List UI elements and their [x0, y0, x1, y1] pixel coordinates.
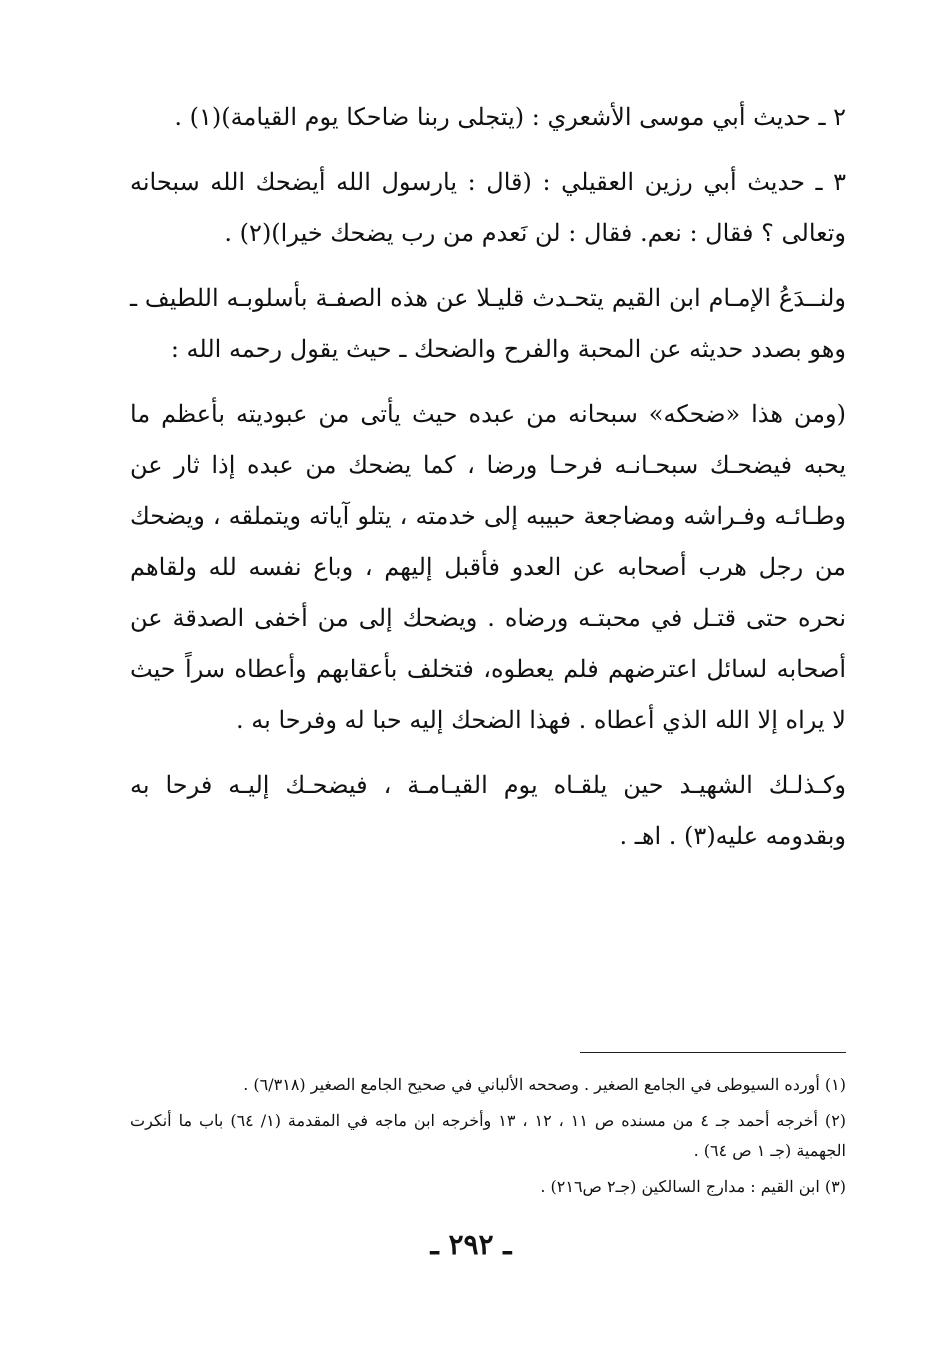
paragraph-quote-end: وكـذلـك الشهيـد حين يلقـاه يوم القيـامـة ، فيضحـك إليـه فرحا به وبقدومه عليه(٣) . اهـ .: [130, 771, 846, 850]
main-text: [130, 92, 846, 876]
paragraph-quote: (ومن هذا «ضحكه» سبحانه من عبده حيث يأتى من عبوديته بأعظم ما يحبه فيضحـك سبحـانـه فرحـا ورضا ، كما يضحك من عبده إذا ثار عن وطـائـه وفـراشه ومضاجعة حبيبه إلى خدمته ، يتلو آياته ويتملقه ، ويضحك من رجل هرب أصحابه عن العدو فأقبل إليهم ، وباع نفسه لله ولقاهم نحره حتى قتـل في محبتـه ورضاه . ويضحك إلى من أخفى الصدقة عن أصحابه لسائل اعترضهم فلم يعطوه، فتخلف بأعقابهم وأعطاه سراً حيث لا يراه إلا الله الذي أعطاه . فهذا الضحك إليه حبا له وفرحا به .: [130, 400, 846, 734]
footnote-3: (٣) ابن القيم : مدارج السالكين (جـ٢ ص٢١٦) .: [540, 1177, 846, 1196]
paragraph-hadith-abu-razin: ٣ ـ حديث أبي رزين العقيلي : (قال : يارسول الله أيضحك الله سبحانه وتعالى ؟ فقال : نعم. فقال : لن نَعدم من رب يضحك خيرا)(٢) .: [130, 168, 846, 247]
footnote-1: (١) أورده السيوطى في الجامع الصغير . وصححه الألباني في صحيح الجامع الصغير (٦/٣١٨) .: [243, 1075, 846, 1094]
footnotes: [130, 1070, 846, 1208]
paragraph-hadith-abu-musa: ٢ ـ حديث أبي موسى الأشعري : (يتجلى ربنا ضاحكا يوم القيامة)(١) .: [174, 103, 846, 131]
footnote-divider: [580, 1052, 846, 1053]
paragraph-ibn-qayyim-intro: ولنــدَعُ الإمـام ابن القيم يتحـدث قليـلا عن هذه الصفـة بأسلوبـه اللطيف ـ وهو بصدد حديثه عن المحبة والفرح والضحك ـ حيث يقول رحمه الله :: [130, 284, 846, 363]
page-number: ـ ٢٩٢ ـ: [430, 1228, 512, 1261]
footnote-2: (٢) أخرجه أحمد جـ ٤ من مسنده ص ١١ ، ١٢ ، ١٣ وأخرجه ابن ماجه في المقدمة (١/ ٦٤) باب ما أنكرت الجهمية (جـ ١ ص ٦٤) .: [130, 1111, 847, 1160]
